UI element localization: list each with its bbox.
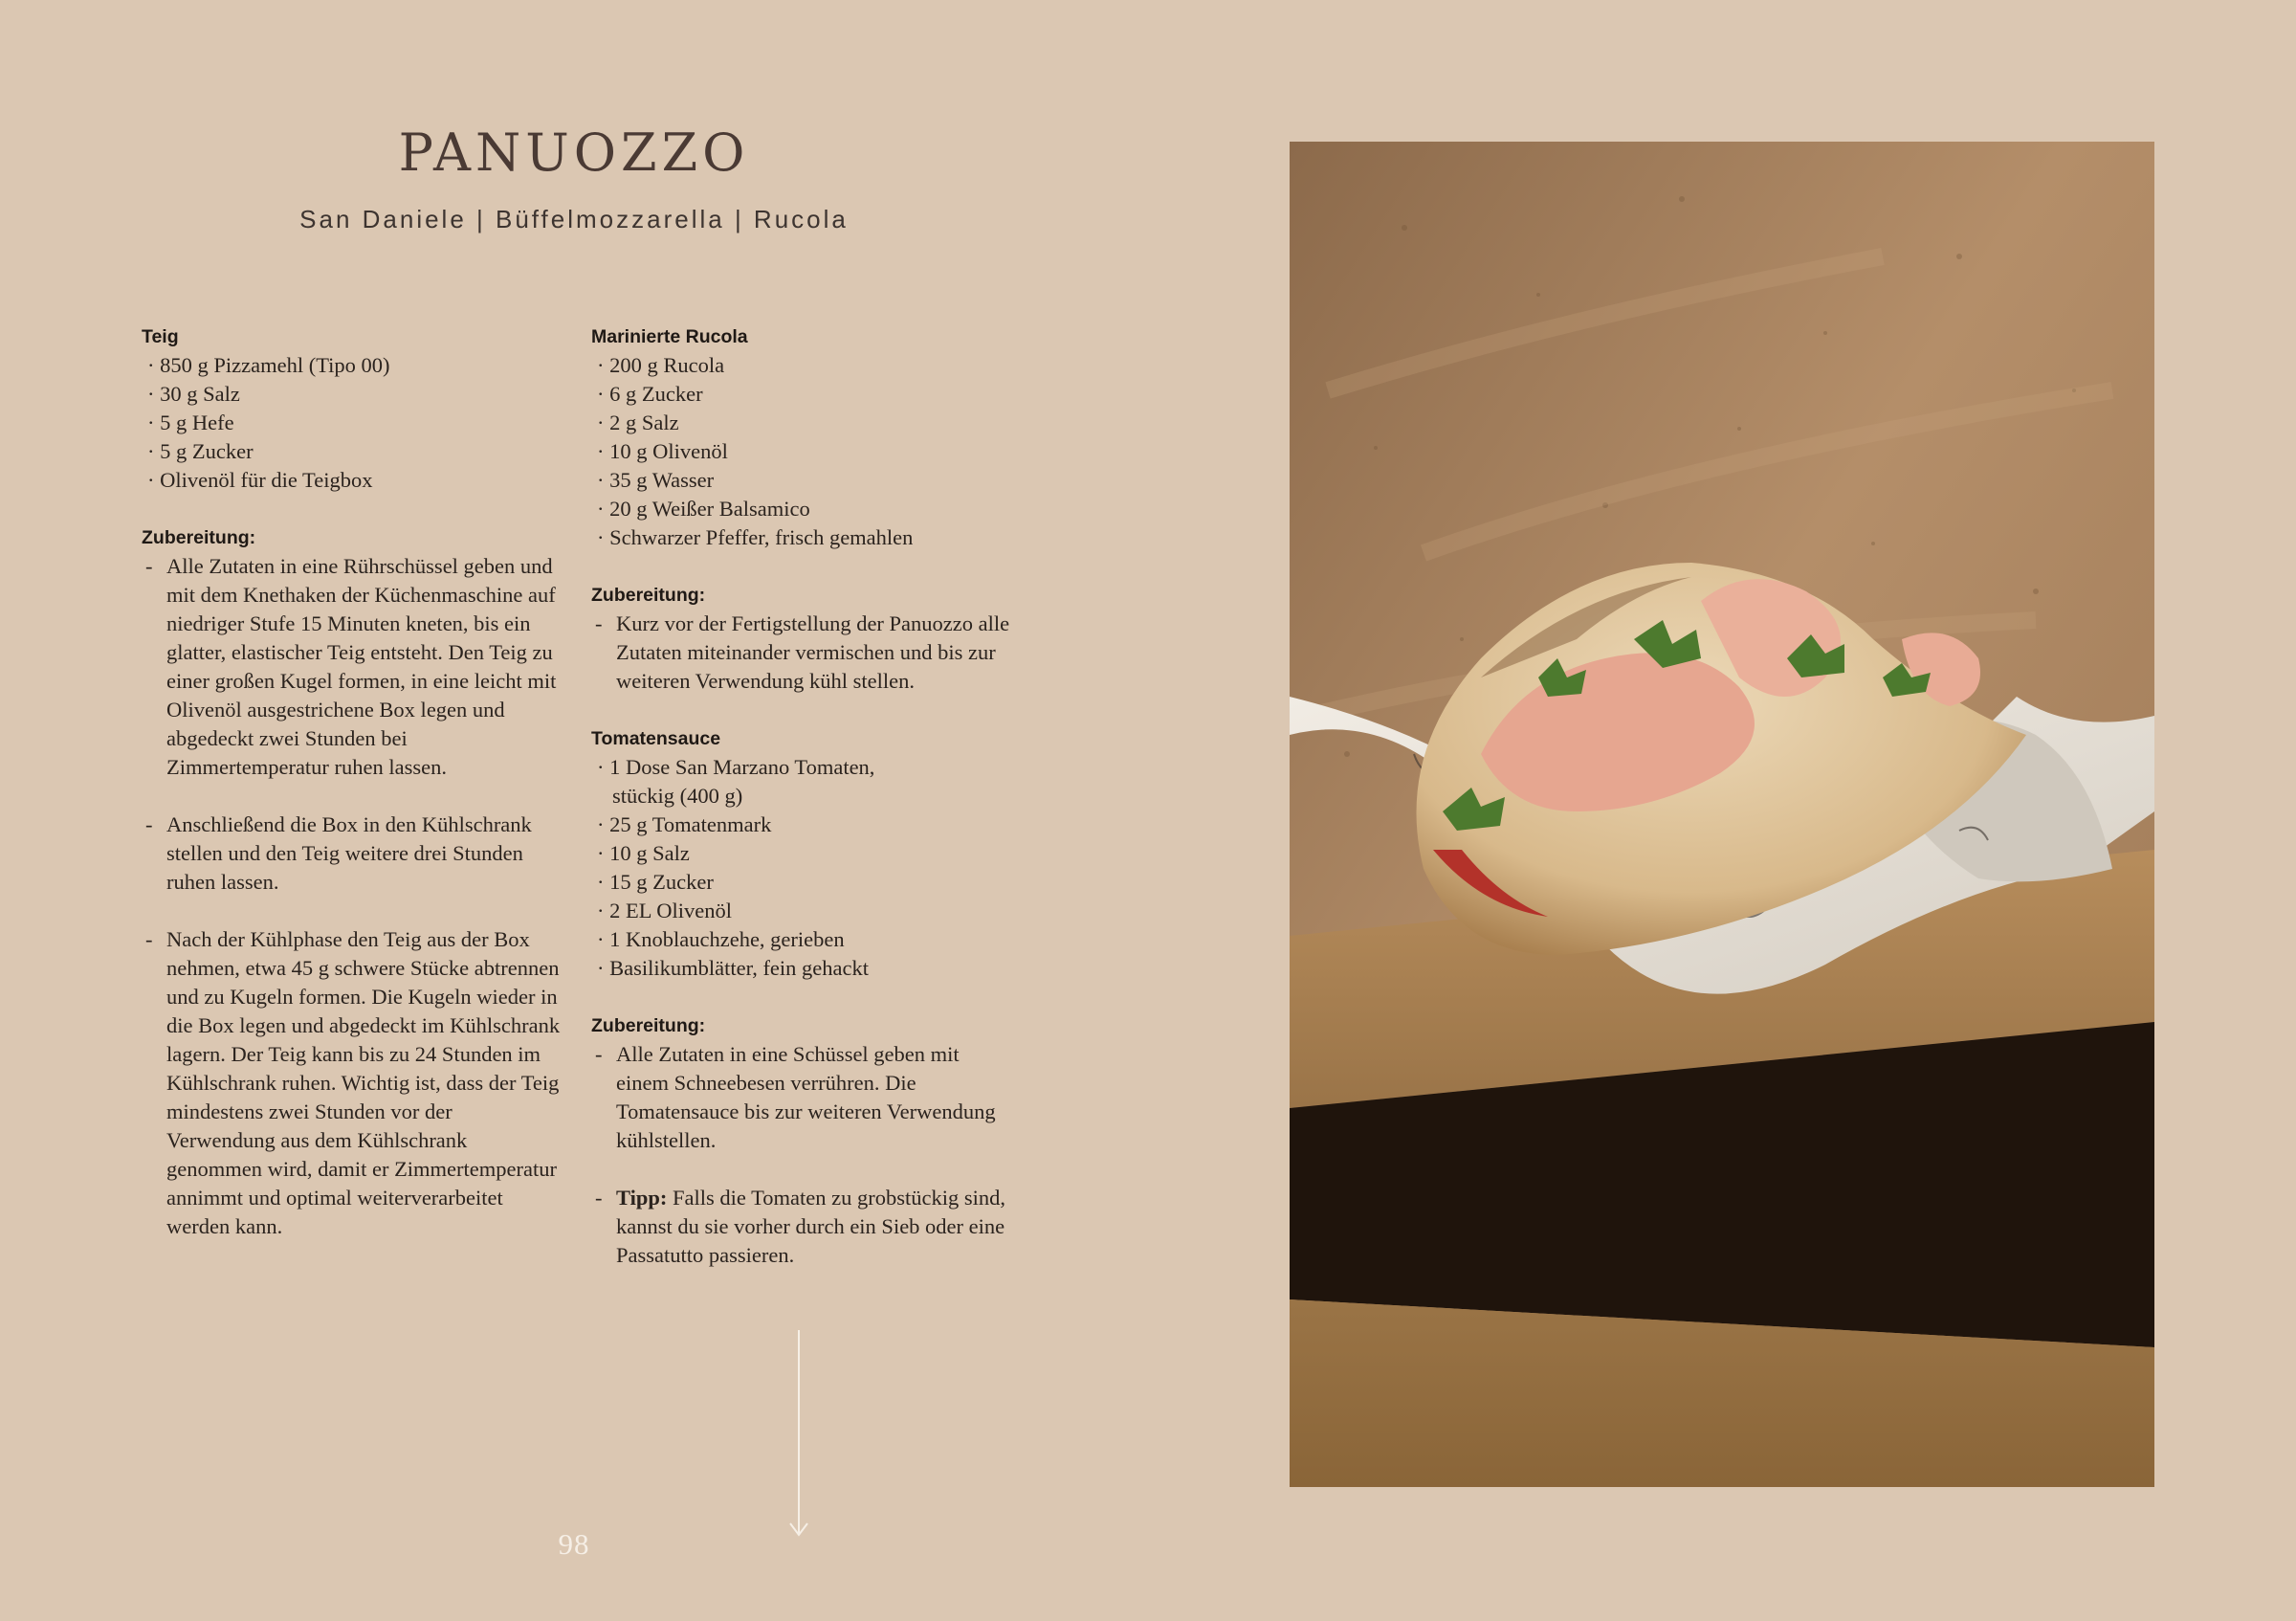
tomatensauce-ingredient-list [591,753,1012,983]
ingredient-item: · 5 g Zucker [147,439,254,463]
preparation-step [142,552,563,782]
left-column [142,322,563,1241]
teig-zubereitung-heading: Zubereitung: [142,527,256,548]
step-text: Anschließend die Box in den Kühlschrank stellen und den Teig weitere drei Stunden ruhen lassen. [166,812,532,894]
preparation-step [142,925,563,1241]
ingredient-item: · 30 g Salz [147,382,240,406]
ingredient-item: · 20 g Weißer Balsamico [597,497,810,521]
ingredient-item: · 5 g Hefe [147,411,234,434]
page-number: 98 [558,1527,590,1561]
step-dash: - [595,1042,603,1066]
ingredient-item: · 15 g Zucker [597,870,714,894]
step-dash: - [595,611,603,635]
preparation-step [142,810,563,897]
ingredient-item: · 2 g Salz [597,411,679,434]
ingredient-item-continued: stückig (400 g) [612,784,743,808]
tip-step [591,1184,1012,1270]
ingredient-item: · Schwarzer Pfeffer, frisch gemahlen [597,525,914,549]
ingredient-item: · 850 g Pizzamehl (Tipo 00) [147,353,390,377]
step-text: Alle Zutaten in eine Schüssel geben mit einem Schneebesen verrühren. Die Tomatensauce bis zur weiteren Verwendung kühlstellen. [616,1042,996,1152]
tip-text-wrapper [616,1184,1012,1270]
tip-label: Tipp: [616,1186,668,1210]
ingredient-item: · 10 g Salz [597,841,690,865]
tomaten-zubereitung-heading: Zubereitung: [591,1015,706,1036]
ingredient-item: · 10 g Olivenöl [597,439,728,463]
ingredient-item: · 200 g Rucola [597,353,725,377]
step-dash: - [145,812,153,836]
panuozzo-photo [1290,142,2154,1487]
arrow-down-icon [784,1330,813,1541]
ingredient-item: · 1 Dose San Marzano Tomaten, [597,755,875,779]
ingredient-item: · 35 g Wasser [597,468,715,492]
ingredient-item: · Basilikumblätter, fein gehackt [597,956,870,980]
recipe-subtitle: San Daniele | Büffelmozzarella | Rucola [299,205,849,233]
rucola-heading: Marinierte Rucola [591,326,748,347]
step-dash: - [145,927,153,951]
recipe-title: PANUOZZO [398,122,750,183]
step-text: Kurz vor der Fertigstellung der Panuozzo alle Zutaten miteinander vermischen und bis zur weiteren Verwendung kühl stellen. [616,611,1010,693]
step-text: Nach der Kühlphase den Teig aus der Box nehmen, etwa 45 g schwere Stücke abtrennen und zu Kugeln formen. Die Kugeln wieder in die Box legen und abgedeckt im Kühlschrank lagern. Der Teig kann bis zu 24 Stunden im Kühlschrank ruhen. Wichtig ist, dass der Teig mindestens zwei Stunden vor der Verwendung aus dem Kühlschrank genommen wird, damit er Zimmertemperatur annimmt und optimal weiterverarbeitet werden kann. [166,927,561,1238]
ingredient-item: · Olivenöl für die Teigbox [147,468,373,492]
ingredient-item: · 25 g Tomatenmark [597,812,772,836]
step-dash: - [595,1186,603,1210]
tomatensauce-heading: Tomatensauce [591,728,721,749]
ingredient-item: · 2 EL Olivenöl [597,899,733,922]
step-text: Alle Zutaten in eine Rührschüssel geben und mit dem Knethaken der Küchenmaschine auf niedriger Stufe 15 Minuten kneten, bis ein glatter, elastischer Teig entsteht. Den Teig zu einer großen Kugel formen, in eine leicht mit Olivenöl ausgestrichene Box legen und abgedeckt zwei Stunden bei Zimmertemperatur ruhen lassen. [166,554,557,779]
step-dash: - [145,554,153,578]
teig-heading: Teig [142,326,179,347]
preparation-step [591,1040,1012,1155]
rucola-zubereitung-heading: Zubereitung: [591,585,706,606]
ingredient-item: · 1 Knoblauchzehe, gerieben [597,927,845,951]
ingredient-item: · 6 g Zucker [597,382,703,406]
teig-ingredient-list [142,351,563,495]
tip-text: Falls die Tomaten zu grobstückig sind, kannst du sie vorher durch ein Sieb oder eine Passatutto passieren. [616,1186,1005,1267]
right-column [591,322,1012,1270]
rucola-ingredient-list [591,351,1012,552]
preparation-step [591,610,1012,696]
